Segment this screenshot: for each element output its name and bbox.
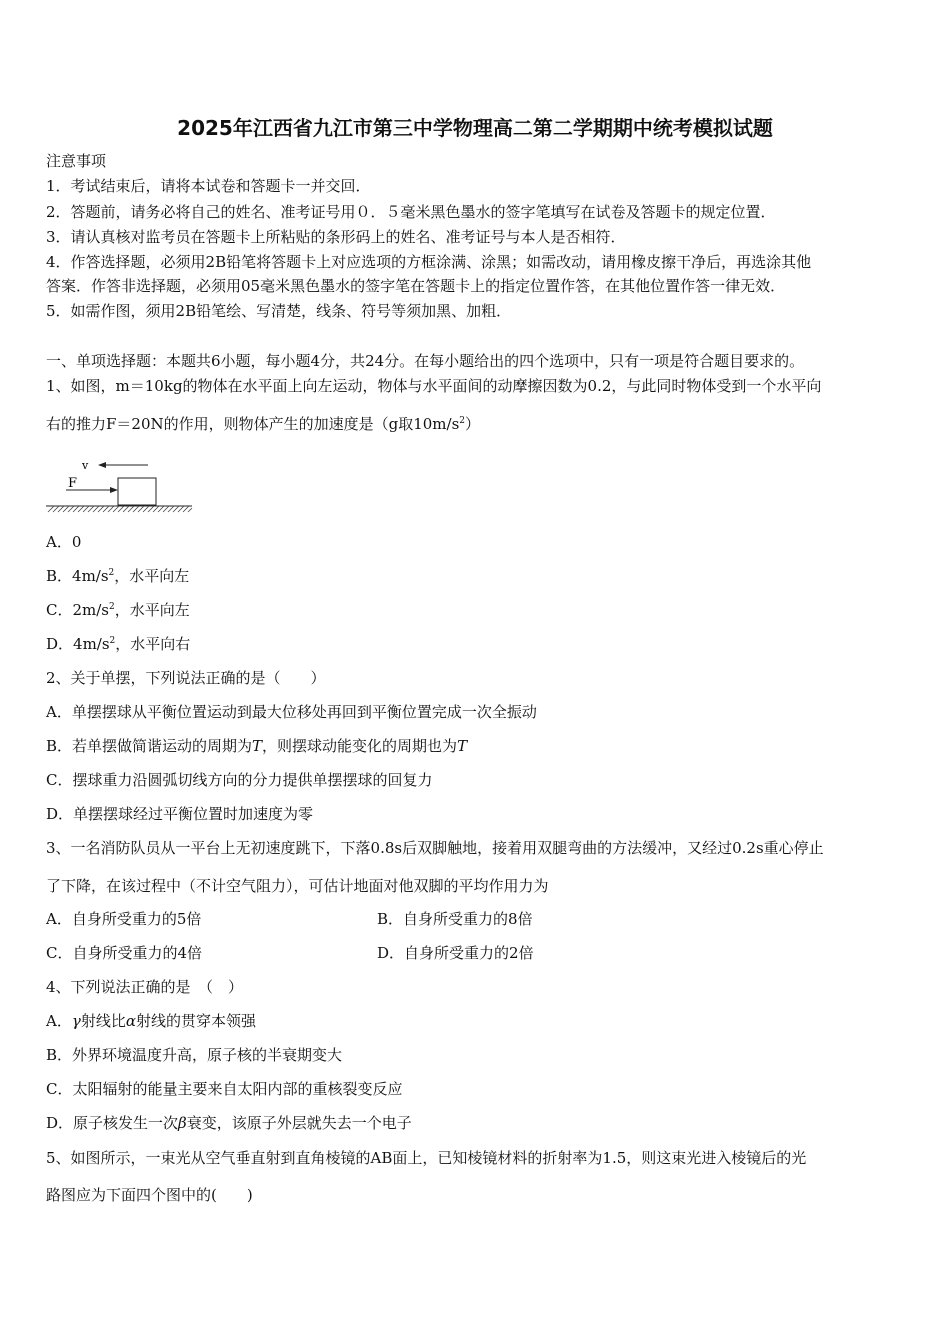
q1-option-b: B．$4m/s^2$，水平向左	[46, 567, 190, 585]
notice-item: 5．如需作图，须用2B铅笔绘、写清楚，线条、符号等须加黑、加粗．	[46, 302, 512, 320]
notice-heading: 注意事项	[46, 152, 107, 170]
notice-item: 1．考试结束后，请将本试卷和答题卡一并交回．	[46, 177, 371, 195]
q1-option-a: A．0	[46, 533, 82, 551]
notice-item: 3．请认真核对监考员在答题卡上所粘贴的条形码上的姓名、准考证号与本人是否相符．	[46, 228, 626, 246]
q1-stem-line2: 右的推力F＝20N的作用，则物体产生的加速度是（g取$10m/s^2$）	[46, 415, 481, 433]
q3-stem-line1: 3、一名消防队员从一平台上无初速度跳下，下落0.8s后双脚触地，接着用双腿弯曲的方法缓冲，又经过0.2s重心停止	[46, 839, 824, 857]
q2-option-d: D．单摆摆球经过平衡位置时加速度为零	[46, 805, 314, 823]
q1-option-c: C．$2m/s^2$，水平向左	[46, 601, 190, 619]
q5-stem-line1: 5、如图所示，一束光从空气垂直射到直角棱镜的AB面上，已知棱镜材料的折射率为1.5，则这束光进入棱镜后的光	[46, 1149, 807, 1167]
q4-option-d: D．原子核发生一次β衰变，该原子外层就失去一个电子	[46, 1114, 412, 1132]
notice-item: 2．答题前，请务必将自己的姓名、准考证号用０．５毫米黑色墨水的签字笔填写在试卷及答题卡的规定位置．	[46, 203, 776, 221]
q3-option-b: B．自身所受重力的8倍	[377, 910, 533, 928]
q2-option-a: A．单摆摆球从平衡位置运动到最大位移处再回到平衡位置完成一次全振动	[46, 703, 537, 721]
notice-item: 4．作答选择题，必须用2B铅笔将答题卡上对应选项的方框涂满、涂黑；如需改动，请用橡皮擦干净后，再选涂其他	[46, 253, 812, 271]
velocity-arrowhead	[98, 462, 106, 468]
q4-stem: 4、下列说法正确的是 （ ）	[46, 978, 244, 996]
q2-option-c: C．摆球重力沿圆弧切线方向的分力提供单摆摆球的回复力	[46, 771, 433, 789]
ground-hatching	[48, 506, 192, 512]
section-heading: 一、单项选择题：本题共6小题，每小题4分，共24分。在每小题给出的四个选项中，只有一项是符合题目要求的。	[46, 352, 805, 370]
page-title: 2025年江西省九江市第三中学物理高二第二学期期中统考模拟试题	[177, 116, 773, 140]
q3-option-a: A．自身所受重力的5倍	[46, 910, 202, 928]
q5-stem-line2: 路图应为下面四个图中的( )	[46, 1186, 253, 1204]
q3-option-c: C．自身所受重力的4倍	[46, 944, 203, 962]
q4-option-a: A．γ射线比α射线的贯穿本领强	[46, 1012, 256, 1030]
q2-stem: 2、关于单摆，下列说法正确的是（ ）	[46, 669, 326, 687]
velocity-label: v	[82, 459, 89, 472]
notice-item: 答案．作答非选择题，必须用05毫米黑色墨水的签字笔在答题卡上的指定位置作答，在其他位置作答一律无效．	[46, 277, 786, 295]
q3-option-d: D．自身所受重力的2倍	[377, 944, 534, 962]
force-label: F	[68, 476, 78, 491]
block	[118, 478, 156, 505]
q1-option-d: D．$4m/s^2$，水平向右	[46, 635, 191, 653]
q4-option-b: B．外界环境温度升高，原子核的半衰期变大	[46, 1046, 343, 1064]
q3-stem-line2: 了下降，在该过程中（不计空气阻力），可估计地面对他双脚的平均作用力为	[46, 877, 549, 895]
q1-force-diagram	[46, 455, 196, 517]
force-arrowhead	[110, 487, 118, 493]
q2-option-b: B．若单摆做简谐运动的周期为T，则摆球动能变化的周期也为T	[46, 737, 468, 755]
q1-stem-line1: 1、如图，m＝10kg的物体在水平面上向左运动，物体与水平面间的动摩擦因数为0.2，与此同时物体受到一个水平向	[46, 377, 822, 395]
q4-option-c: C．太阳辐射的能量主要来自太阳内部的重核裂变反应	[46, 1080, 403, 1098]
